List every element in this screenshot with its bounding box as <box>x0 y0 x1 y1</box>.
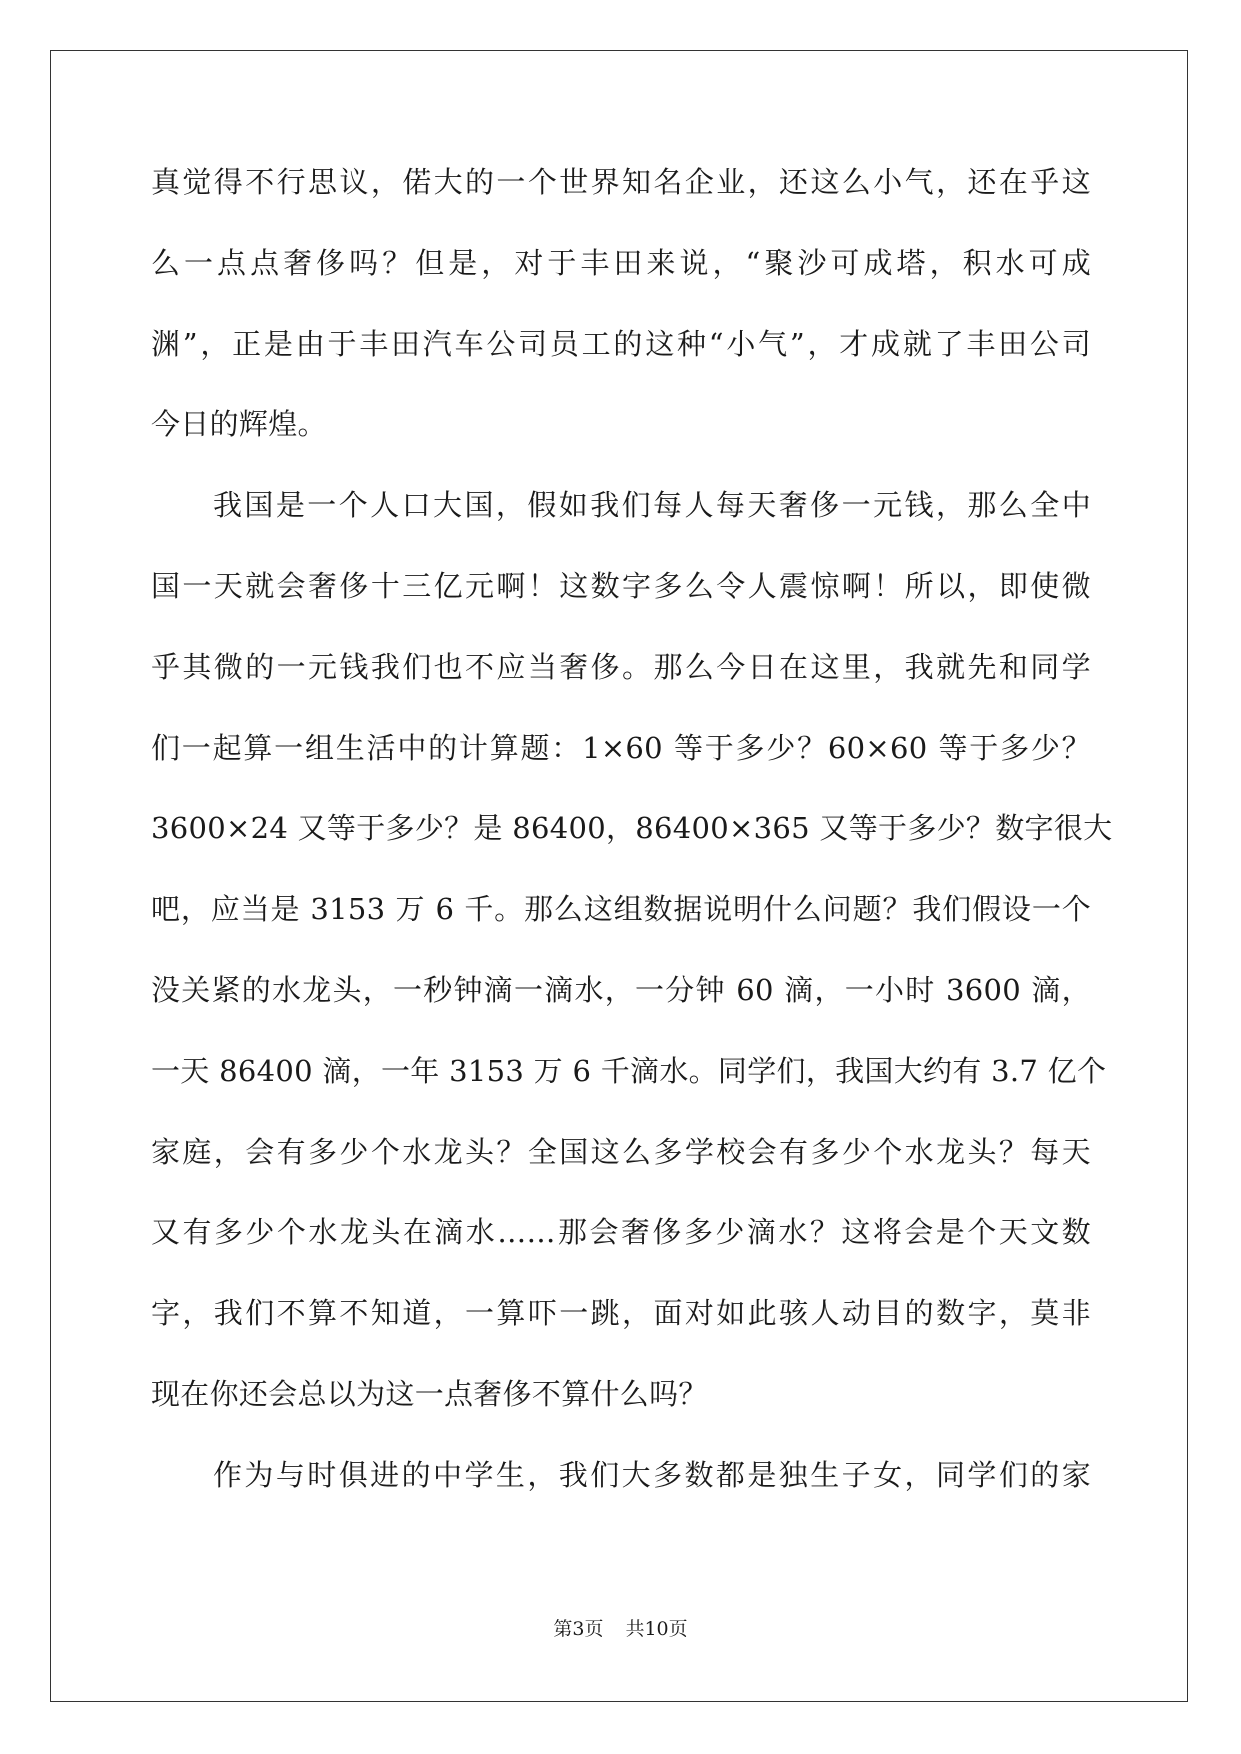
text-line: 我国是一个人口大国，假如我们每人每天奢侈一元钱，那么全中 <box>213 488 1091 523</box>
text-line: 一天 86400 滴，一年 3153 万 6 千滴水。同学们，我国大约有 3.7 亿个 <box>151 1053 1107 1088</box>
text-line: 没关紧的水龙头，一秒钟滴一滴水，一分钟 60 滴，一小时 3600 滴， <box>151 972 1091 1007</box>
text-line: 字，我们不算不知道，一算吓一跳，面对如此骇人动目的数字，莫非 <box>151 1296 1091 1331</box>
text-line: 今日的辉煌。 <box>151 407 327 442</box>
text-line: 3600×24 又等于多少？是 86400，86400×365 又等于多少？数字很大 <box>151 811 1113 846</box>
text-line: 们一起算一组生活中的计算题：1×60 等于多少？60×60 等于多少？ <box>151 730 1091 765</box>
text-line: 现在你还会总以为这一点奢侈不算什么吗？ <box>151 1376 708 1411</box>
text-line: 吧，应当是 3153 万 6 千。那么这组数据说明什么问题？我们假设一个 <box>151 892 1091 927</box>
text-line: 家庭，会有多少个水龙头？全国这么多学校会有多少个水龙头？每天 <box>151 1134 1091 1169</box>
text-line: 真觉得不行思议，偌大的一个世界知名企业，还这么小气，还在乎这 <box>151 165 1091 199</box>
text-line: 么一点点奢侈吗？但是，对于丰田来说，“聚沙可成塔，积水可成 <box>151 245 1091 280</box>
text-line: 又有多少个水龙头在滴水……那会奢侈多少滴水？这将会是个天文数 <box>151 1215 1091 1250</box>
text-line: 国一天就会奢侈十三亿元啊！这数字多么令人震惊啊！所以，即使微 <box>151 568 1091 603</box>
text-line: 渊”，正是由于丰田汽车公司员工的这种“小气”，才成就了丰田公司 <box>151 326 1091 361</box>
page-footer <box>0 1617 1241 1641</box>
page-total: 共10页 <box>625 1618 688 1640</box>
text-line: 作为与时俱进的中学生，我们大多数都是独生子女，同学们的家 <box>213 1457 1091 1492</box>
document-body <box>151 160 1113 1534</box>
text-line: 乎其微的一元钱我们也不应当奢侈。那么今日在这里，我就先和同学 <box>151 649 1091 684</box>
page-number: 第3页 <box>553 1618 604 1640</box>
